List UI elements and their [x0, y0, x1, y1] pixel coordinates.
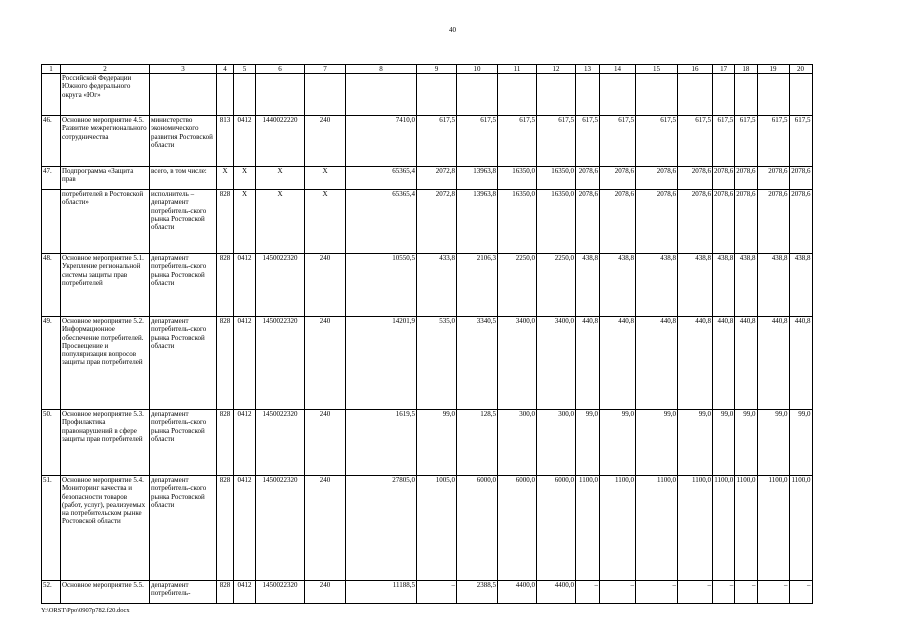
- table-cell: 440,8: [757, 317, 789, 410]
- header-cell: 20: [789, 65, 812, 74]
- table-cell: Основное мероприятие 5.3. Профилактика правонарушений в сфере защиты прав потребителей: [61, 410, 150, 476]
- table-cell: департамент потребитель-ского рынка Ростовской области: [150, 410, 217, 476]
- table-cell: 16350,0: [498, 190, 537, 254]
- header-cell: 10: [457, 65, 498, 74]
- header-cell: 16: [678, 65, 713, 74]
- table-cell: 300,0: [537, 410, 576, 476]
- table-cell: 828: [217, 476, 234, 581]
- table-cell: 6000,0: [498, 476, 537, 581]
- table-cell: [537, 74, 576, 116]
- table-cell: 0412: [234, 581, 256, 604]
- table-cell: 7410,0: [346, 116, 417, 167]
- table-cell: X: [234, 167, 256, 190]
- table-cell: –: [636, 581, 678, 604]
- header-cell: 4: [217, 65, 234, 74]
- table-cell: департамент потребитель-ского рынка Ростовской области: [150, 317, 217, 410]
- table-cell: 1450022320: [256, 410, 305, 476]
- table-cell: 128,5: [457, 410, 498, 476]
- table-cell: 438,8: [576, 254, 600, 317]
- table-cell: 1100,0: [735, 476, 757, 581]
- table-cell: [678, 74, 713, 116]
- table-row: [42, 167, 813, 190]
- table-cell: 49.: [42, 317, 61, 410]
- table-cell: 2078,6: [789, 190, 812, 254]
- table-cell: 438,8: [789, 254, 812, 317]
- table-cell: Основное мероприятие 4.5. Развитие межрегионального сотрудничества: [61, 116, 150, 167]
- table-cell: 1100,0: [713, 476, 735, 581]
- table-cell: Подпрограмма «Защита прав: [61, 167, 150, 190]
- table-cell: X: [256, 167, 305, 190]
- table-cell: 438,8: [636, 254, 678, 317]
- table-cell: 617,5: [757, 116, 789, 167]
- table-cell: 300,0: [498, 410, 537, 476]
- table-cell: 617,5: [417, 116, 457, 167]
- table-row: [42, 190, 813, 254]
- table-cell: 4400,0: [537, 581, 576, 604]
- table-cell: 240: [305, 581, 346, 604]
- budget-table: [41, 64, 813, 604]
- table-cell: 65365,4: [346, 167, 417, 190]
- table-cell: 99,0: [600, 410, 636, 476]
- table-cell: [789, 74, 812, 116]
- table-cell: 828: [217, 317, 234, 410]
- page-number: 40: [449, 26, 456, 34]
- table-cell: –: [678, 581, 713, 604]
- table-cell: 4400,0: [498, 581, 537, 604]
- table-cell: 2078,6: [576, 190, 600, 254]
- table-cell: 2106,3: [457, 254, 498, 317]
- table-cell: 438,8: [735, 254, 757, 317]
- header-cell: 9: [417, 65, 457, 74]
- table-cell: [217, 74, 234, 116]
- table-cell: 2078,6: [600, 190, 636, 254]
- table-cell: 2078,6: [713, 190, 735, 254]
- table-cell: 52.: [42, 581, 61, 604]
- table-cell: 10550,5: [346, 254, 417, 317]
- table-cell: 828: [217, 581, 234, 604]
- header-cell: 18: [735, 65, 757, 74]
- table-cell: [346, 74, 417, 116]
- table-cell: [42, 190, 61, 254]
- table-cell: 438,8: [757, 254, 789, 317]
- table-cell: 1450022320: [256, 254, 305, 317]
- header-cell: 6: [256, 65, 305, 74]
- table-cell: 440,8: [636, 317, 678, 410]
- table-cell: 828: [217, 410, 234, 476]
- table-cell: исполнитель – департамент потребитель-ского рынка Ростовской области: [150, 190, 217, 254]
- table-row: [42, 410, 813, 476]
- table-cell: 440,8: [713, 317, 735, 410]
- header-cell: 8: [346, 65, 417, 74]
- table-cell: 2078,6: [600, 167, 636, 190]
- table-cell: 617,5: [678, 116, 713, 167]
- table-cell: 99,0: [713, 410, 735, 476]
- header-cell: 1: [42, 65, 61, 74]
- table-cell: 1440022220: [256, 116, 305, 167]
- table-cell: 828: [217, 254, 234, 317]
- table-cell: [757, 74, 789, 116]
- table-cell: 2078,6: [576, 167, 600, 190]
- table-cell: всего, в том числе:: [150, 167, 217, 190]
- table-cell: 813: [217, 116, 234, 167]
- table-cell: –: [735, 581, 757, 604]
- table-cell: 2072,8: [417, 167, 457, 190]
- footer-file-path: Y:\ORST\Ppo\0907p782.f20.docx: [41, 607, 130, 614]
- table-cell: 3340,5: [457, 317, 498, 410]
- table-cell: 1100,0: [600, 476, 636, 581]
- table-cell: Российской Федерации Южного федерального округа «Юг»: [61, 74, 150, 116]
- table-cell: Основное мероприятие 5.2. Информационное обеспечение потребителей. Просвещение и популяризация вопросов защиты прав потребителей: [61, 317, 150, 410]
- header-cell: 15: [636, 65, 678, 74]
- table-cell: [305, 74, 346, 116]
- table-cell: 2250,0: [537, 254, 576, 317]
- table-cell: [735, 74, 757, 116]
- table-cell: 13963,8: [457, 167, 498, 190]
- table-cell: X: [217, 167, 234, 190]
- table-cell: –: [417, 581, 457, 604]
- table-cell: [576, 74, 600, 116]
- table-cell: 2250,0: [498, 254, 537, 317]
- table-cell: –: [576, 581, 600, 604]
- table-cell: [636, 74, 678, 116]
- table-cell: 0412: [234, 410, 256, 476]
- table-cell: 1100,0: [757, 476, 789, 581]
- table-cell: 2078,6: [735, 190, 757, 254]
- table-cell: [256, 74, 305, 116]
- table-cell: 2078,6: [713, 167, 735, 190]
- table-cell: Основное мероприятие 5.4. Мониторинг качества и безопасности товаров (работ, услуг), реализуемых на потребительском рынке Ростовской области: [61, 476, 150, 581]
- table-row: [42, 74, 813, 116]
- table-cell: 240: [305, 116, 346, 167]
- table-cell: 6000,0: [537, 476, 576, 581]
- table-cell: X: [305, 167, 346, 190]
- table-cell: 51.: [42, 476, 61, 581]
- table-cell: 2072,8: [417, 190, 457, 254]
- table-cell: 1450022320: [256, 581, 305, 604]
- table-cell: 99,0: [636, 410, 678, 476]
- table-cell: [457, 74, 498, 116]
- table-row: [42, 116, 813, 167]
- table-cell: 1100,0: [636, 476, 678, 581]
- table-cell: 440,8: [576, 317, 600, 410]
- header-cell: 17: [713, 65, 735, 74]
- header-cell: 12: [537, 65, 576, 74]
- header-cell: 19: [757, 65, 789, 74]
- table-cell: 1450022320: [256, 476, 305, 581]
- table-cell: 438,8: [713, 254, 735, 317]
- table-cell: 3400,0: [537, 317, 576, 410]
- table-cell: Основное мероприятие 5.5.: [61, 581, 150, 604]
- table-cell: 617,5: [600, 116, 636, 167]
- table-cell: 2078,6: [678, 167, 713, 190]
- table-cell: 3400,0: [498, 317, 537, 410]
- table-cell: 99,0: [576, 410, 600, 476]
- table-cell: X: [256, 190, 305, 254]
- table-cell: [150, 74, 217, 116]
- table-cell: 99,0: [678, 410, 713, 476]
- table-cell: 2078,6: [636, 167, 678, 190]
- table-cell: 433,8: [417, 254, 457, 317]
- header-cell: 7: [305, 65, 346, 74]
- table-cell: [713, 74, 735, 116]
- table-cell: 438,8: [600, 254, 636, 317]
- table-cell: X: [234, 190, 256, 254]
- table-cell: 617,5: [735, 116, 757, 167]
- table-cell: 46.: [42, 116, 61, 167]
- table-cell: 440,8: [600, 317, 636, 410]
- header-cell: 5: [234, 65, 256, 74]
- table-cell: 2078,6: [735, 167, 757, 190]
- table-cell: 535,0: [417, 317, 457, 410]
- header-cell: 13: [576, 65, 600, 74]
- table-row: [42, 581, 813, 604]
- table-cell: [498, 74, 537, 116]
- table-cell: 2388,5: [457, 581, 498, 604]
- table-cell: 99,0: [417, 410, 457, 476]
- table-cell: Основное мероприятие 5.1. Укрепление региональной системы защиты прав потребителей: [61, 254, 150, 317]
- table-cell: 617,5: [636, 116, 678, 167]
- table-cell: 440,8: [735, 317, 757, 410]
- table-cell: [234, 74, 256, 116]
- table-cell: 0412: [234, 476, 256, 581]
- table-cell: 6000,0: [457, 476, 498, 581]
- table-row: [42, 254, 813, 317]
- header-cell: 2: [61, 65, 150, 74]
- table-cell: –: [789, 581, 812, 604]
- table-cell: министерство экономического развития Ростовской области: [150, 116, 217, 167]
- table-cell: 0412: [234, 317, 256, 410]
- table-cell: 1005,0: [417, 476, 457, 581]
- table-row: [42, 476, 813, 581]
- table-cell: 617,5: [713, 116, 735, 167]
- table-cell: 2078,6: [789, 167, 812, 190]
- table-cell: 14201,9: [346, 317, 417, 410]
- header-row: [42, 65, 813, 74]
- header-cell: 11: [498, 65, 537, 74]
- table-cell: 240: [305, 476, 346, 581]
- table-cell: департамент потребитель-ского рынка Ростовской области: [150, 254, 217, 317]
- table-cell: 0412: [234, 116, 256, 167]
- table-cell: 16350,0: [537, 190, 576, 254]
- header-cell: 3: [150, 65, 217, 74]
- table-cell: 99,0: [757, 410, 789, 476]
- table-cell: 440,8: [789, 317, 812, 410]
- table-cell: департамент потребитель-: [150, 581, 217, 604]
- table-cell: 240: [305, 410, 346, 476]
- table-cell: департамент потребитель-ского рынка Ростовской области: [150, 476, 217, 581]
- table-cell: 828: [217, 190, 234, 254]
- table-cell: X: [305, 190, 346, 254]
- table-cell: 11188,5: [346, 581, 417, 604]
- table-cell: 1100,0: [678, 476, 713, 581]
- table-cell: –: [713, 581, 735, 604]
- table-row: [42, 317, 813, 410]
- table-cell: 2078,6: [678, 190, 713, 254]
- table-cell: 0412: [234, 254, 256, 317]
- table-cell: 13963,8: [457, 190, 498, 254]
- table-cell: 617,5: [537, 116, 576, 167]
- table-cell: 1450022320: [256, 317, 305, 410]
- table-cell: [600, 74, 636, 116]
- table-cell: 50.: [42, 410, 61, 476]
- table-cell: 617,5: [457, 116, 498, 167]
- table-cell: 2078,6: [757, 190, 789, 254]
- table-cell: потребителей в Ростовской области»: [61, 190, 150, 254]
- header-cell: 14: [600, 65, 636, 74]
- table-cell: [42, 74, 61, 116]
- table-cell: 27805,0: [346, 476, 417, 581]
- table-cell: 240: [305, 317, 346, 410]
- table-cell: 617,5: [498, 116, 537, 167]
- table-cell: 16350,0: [537, 167, 576, 190]
- table-cell: 99,0: [735, 410, 757, 476]
- table-cell: 440,8: [678, 317, 713, 410]
- table-cell: 240: [305, 254, 346, 317]
- table-cell: 47.: [42, 167, 61, 190]
- table-cell: 617,5: [576, 116, 600, 167]
- table-cell: 1619,5: [346, 410, 417, 476]
- table-cell: 48.: [42, 254, 61, 317]
- table-cell: 99,0: [789, 410, 812, 476]
- table-cell: 1100,0: [576, 476, 600, 581]
- table-cell: 438,8: [678, 254, 713, 317]
- table-cell: 65365,4: [346, 190, 417, 254]
- table-cell: 617,5: [789, 116, 812, 167]
- table-cell: –: [757, 581, 789, 604]
- table-cell: 1100,0: [789, 476, 812, 581]
- table-cell: 2078,6: [757, 167, 789, 190]
- table-cell: 2078,6: [636, 190, 678, 254]
- table-cell: [417, 74, 457, 116]
- table-cell: –: [600, 581, 636, 604]
- table-cell: 16350,0: [498, 167, 537, 190]
